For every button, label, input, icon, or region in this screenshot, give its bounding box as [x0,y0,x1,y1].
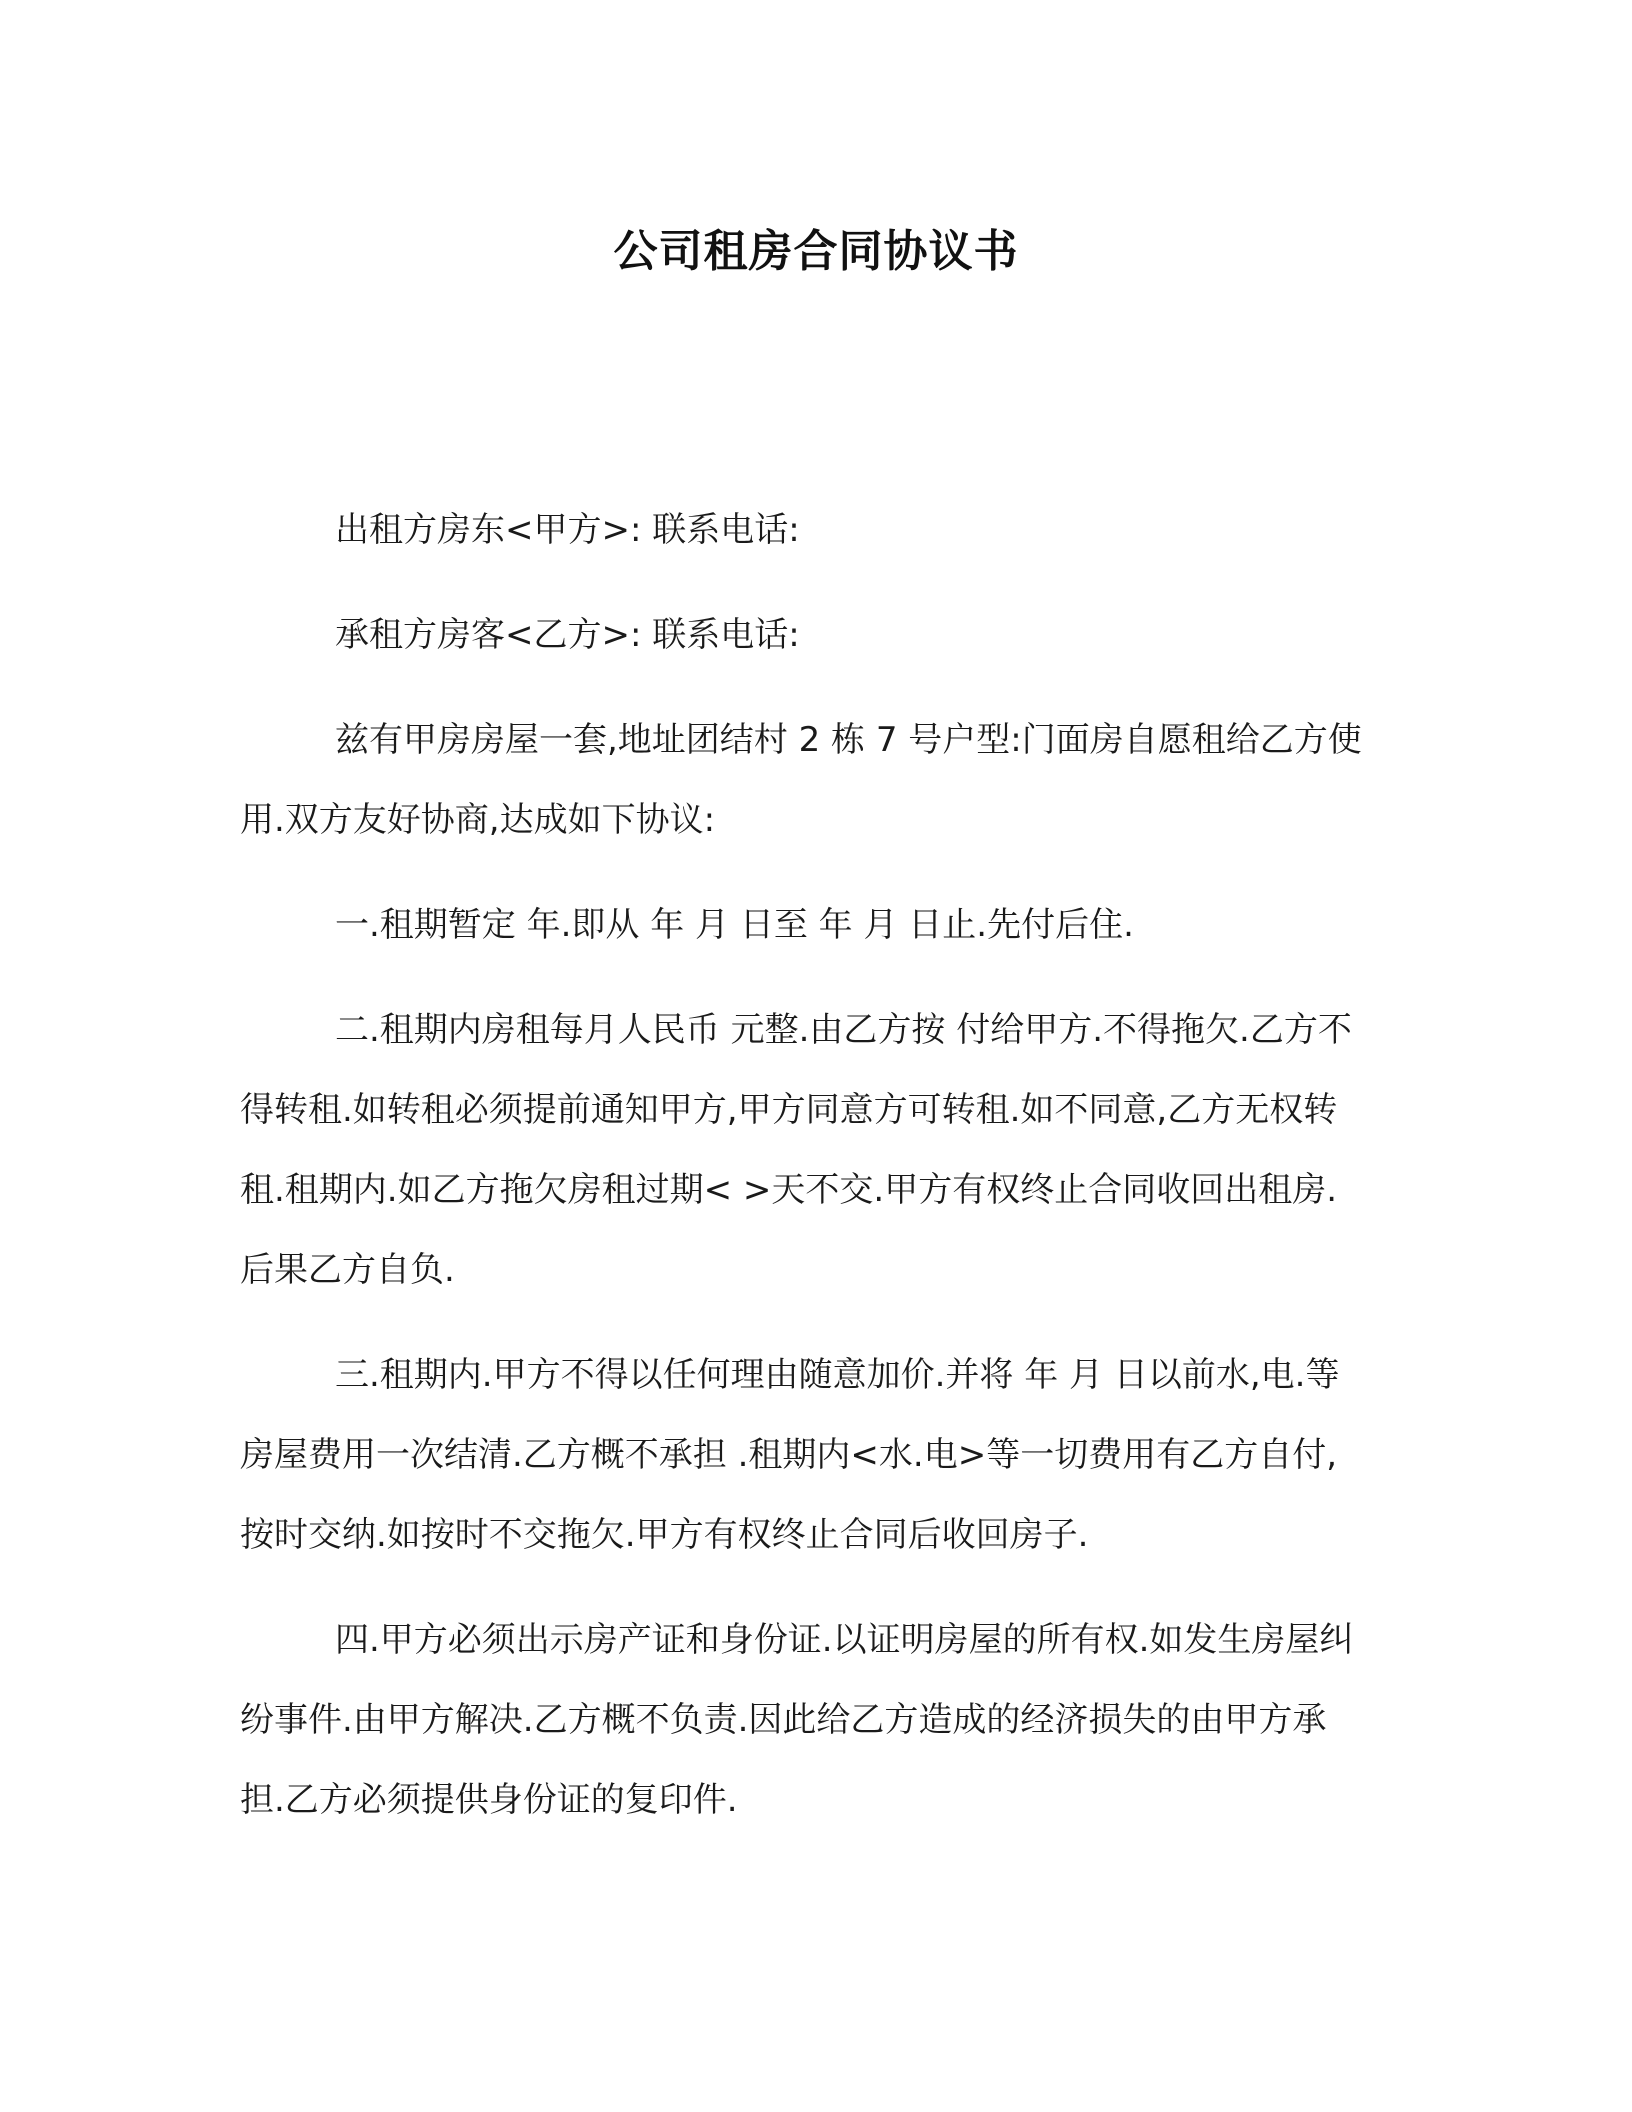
document-title: 公司租房合同协议书 [613,226,1019,277]
paragraph-clause-4: 四.甲方必须出示房产证和身份证.以证明房屋的所有权.如发生房屋纠纷事件.由甲方解决.乙方概不负责.因此给乙方造成的经济损失的由甲方承担.乙方必须提供身份证的复印件. [240,1620,1354,1820]
paragraph-clause-2: 二.租期内房租每月人民币 元整.由乙方按 付给甲方.不得拖欠.乙方不得转租.如转租必须提前通知甲方,甲方同意方可转租.如不同意,乙方无权转租.租期内.如乙方拖欠房租过期< >天不交.甲方有权终止合同收回出租房.后果乙方自负. [240,1010,1352,1290]
document-body [240,490,1370,1865]
paragraph-lessor: 出租方房东<甲方>: 联系电话: [335,510,800,550]
paragraph-intro: 兹有甲房房屋一套,地址团结村 2 栋 7 号户型:门面房自愿租给乙方使用.双方友好协商,达成如下协议: [240,720,1362,840]
paragraph-clause-3: 三.租期内.甲方不得以任何理由随意加价.并将 年 月 日以前水,电.等房屋费用一次结清.乙方概不承担 .租期内<水.电>等一切费用有乙方自付,按时交纳.如按时不交拖欠.甲方有权终止合同后收回房子. [240,1355,1340,1555]
paragraph-clause-1: 一.租期暂定 年.即从 年 月 日至 年 月 日止.先付后住. [335,905,1134,945]
paragraph-lessee: 承租方房客<乙方>: 联系电话: [335,615,800,655]
